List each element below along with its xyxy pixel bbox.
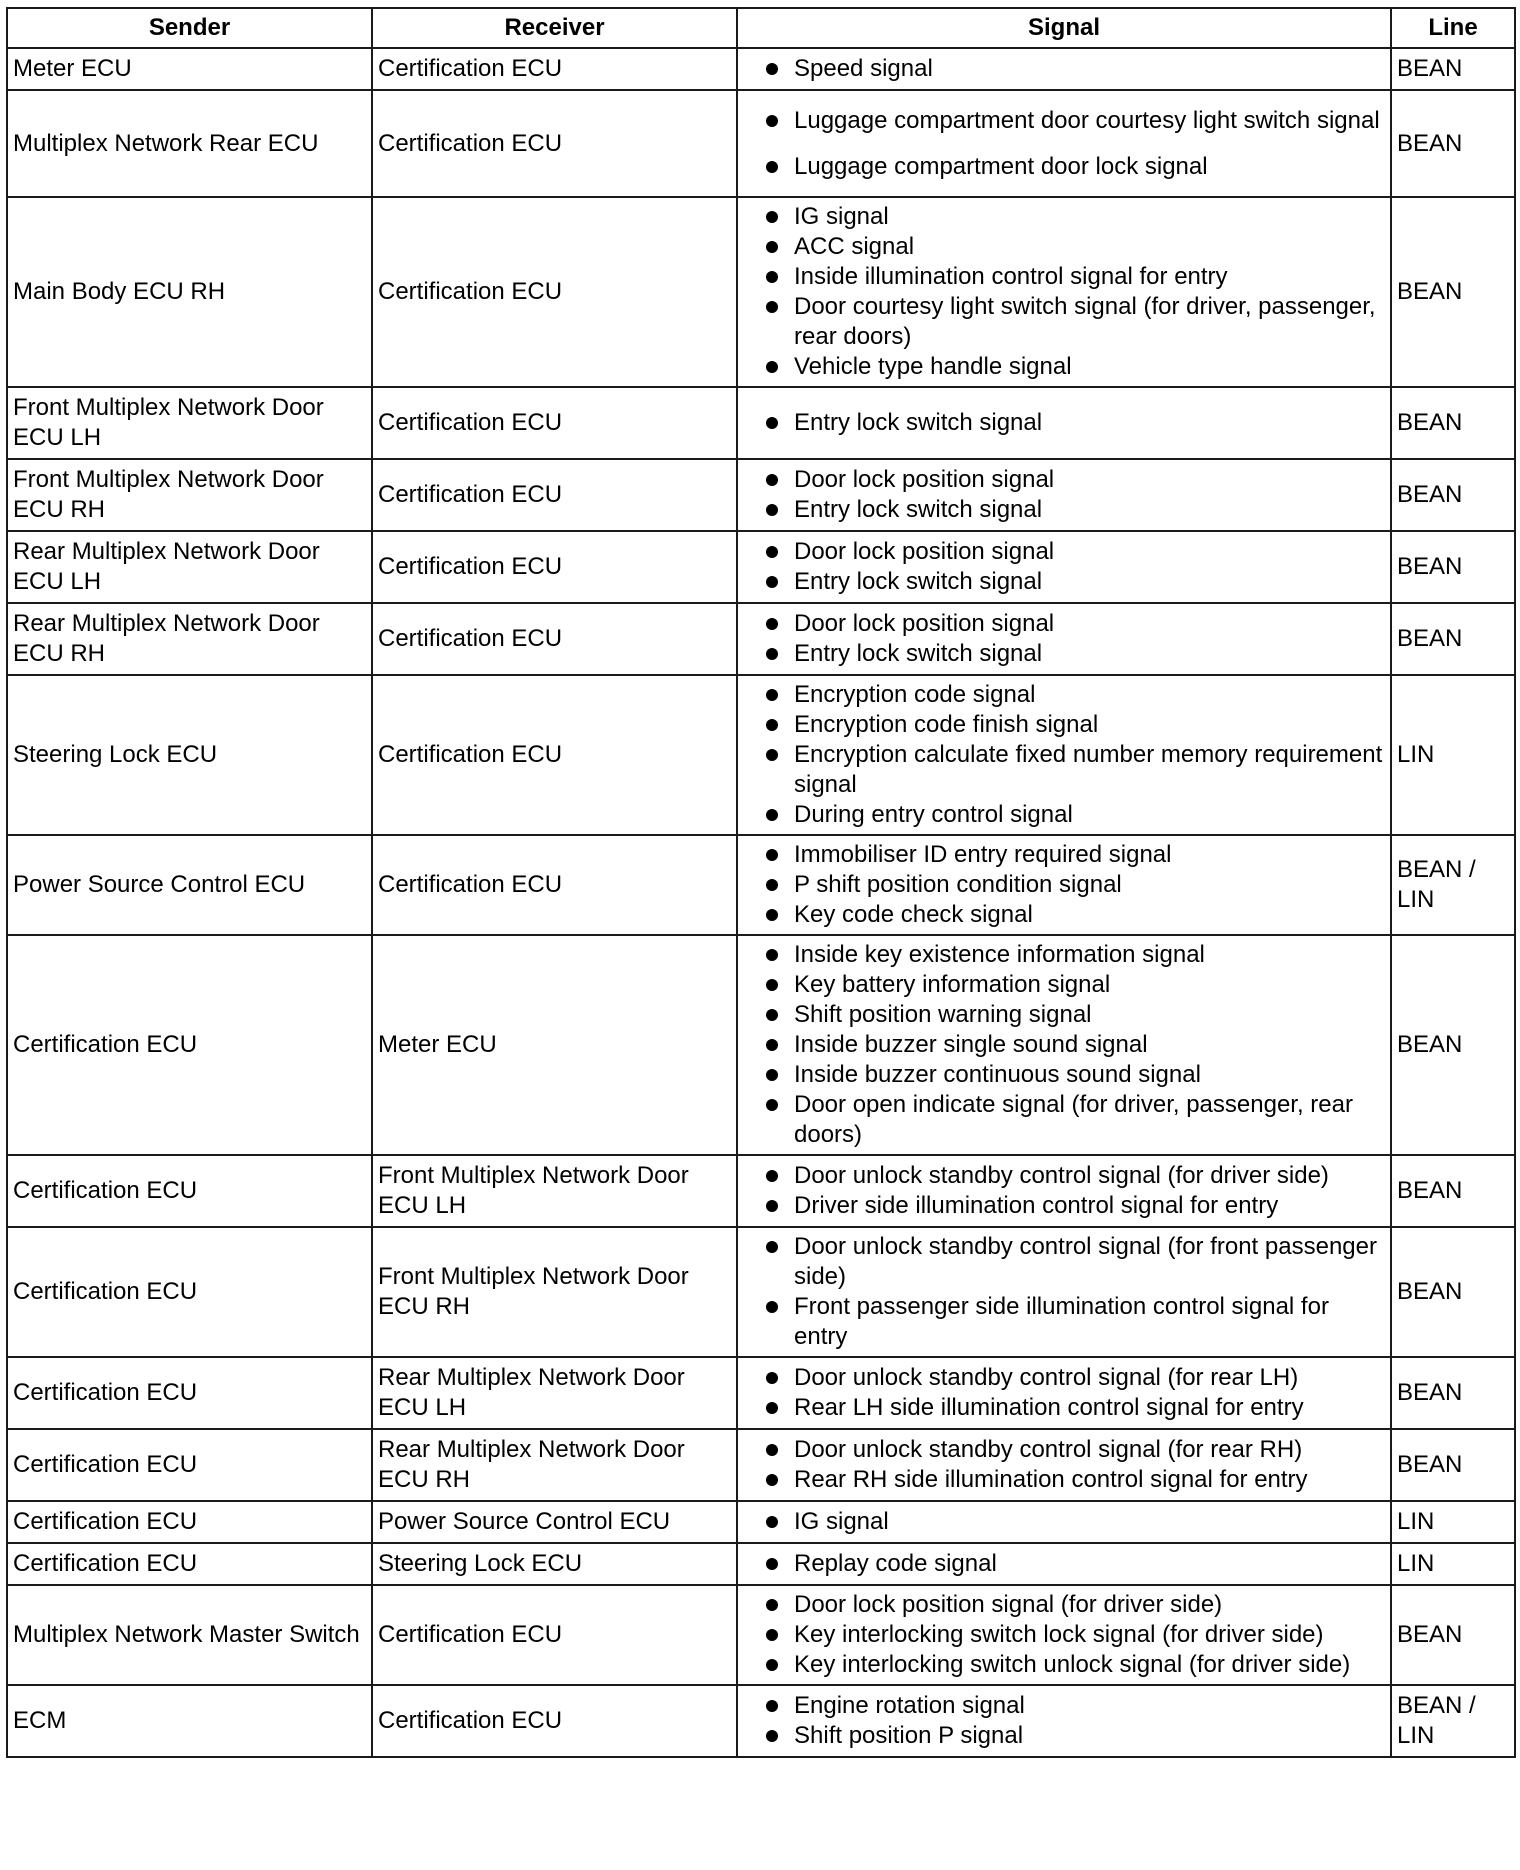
header-signal: Signal [737, 8, 1391, 48]
signal-list [766, 537, 1384, 597]
signal-list [766, 408, 1384, 438]
table-header [7, 8, 1515, 48]
table-row [7, 197, 1515, 387]
header-row [7, 8, 1515, 48]
table-row [7, 90, 1515, 197]
signal-item: Door open indicate signal (for driver, passenger, rear doors) [766, 1090, 1384, 1150]
table-row [7, 1501, 1515, 1543]
signal-cell [737, 1585, 1391, 1685]
signal-list [766, 1161, 1384, 1221]
signal-list [766, 1691, 1384, 1751]
signal-item: During entry control signal [766, 800, 1384, 830]
signal-cell [737, 1227, 1391, 1357]
receiver-cell: Certification ECU [372, 531, 737, 603]
sender-cell: Certification ECU [7, 935, 372, 1155]
line-cell: BEAN [1391, 1227, 1515, 1357]
receiver-cell: Rear Multiplex Network Door ECU RH [372, 1429, 737, 1501]
receiver-cell: Certification ECU [372, 835, 737, 935]
table-row [7, 603, 1515, 675]
signal-item: ACC signal [766, 232, 1384, 262]
signal-item: Inside buzzer single sound signal [766, 1030, 1384, 1060]
signal-item: Key battery information signal [766, 970, 1384, 1000]
signal-list [766, 1590, 1384, 1680]
table-row [7, 835, 1515, 935]
signal-list [766, 609, 1384, 669]
signal-item: Door lock position signal [766, 465, 1384, 495]
signal-item: Encryption calculate fixed number memory requirement signal [766, 740, 1384, 800]
signal-list [766, 465, 1384, 525]
signal-item: Door lock position signal [766, 537, 1384, 567]
signal-item: Door unlock standby control signal (for rear LH) [766, 1363, 1384, 1393]
signal-cell [737, 531, 1391, 603]
sender-cell: Rear Multiplex Network Door ECU LH [7, 531, 372, 603]
signal-item: Immobiliser ID entry required signal [766, 840, 1384, 870]
signal-list [766, 1363, 1384, 1423]
signal-item: Replay code signal [766, 1549, 1384, 1579]
receiver-cell: Certification ECU [372, 197, 737, 387]
signal-item: Entry lock switch signal [766, 495, 1384, 525]
table-row [7, 1357, 1515, 1429]
signal-item: Door unlock standby control signal (for front passenger side) [766, 1232, 1384, 1292]
signal-item: Encryption code signal [766, 680, 1384, 710]
signal-cell [737, 675, 1391, 835]
table-row [7, 387, 1515, 459]
communication-table-document [6, 7, 1514, 1758]
signal-item: P shift position condition signal [766, 870, 1384, 900]
table-row [7, 1429, 1515, 1501]
table-row [7, 1585, 1515, 1685]
signal-list [766, 54, 1384, 84]
sender-cell: Certification ECU [7, 1155, 372, 1227]
receiver-cell: Rear Multiplex Network Door ECU LH [372, 1357, 737, 1429]
sender-cell: Main Body ECU RH [7, 197, 372, 387]
line-cell: LIN [1391, 1543, 1515, 1585]
signal-item: Key interlocking switch lock signal (for driver side) [766, 1620, 1384, 1650]
signal-item: Engine rotation signal [766, 1691, 1384, 1721]
line-cell: BEAN [1391, 603, 1515, 675]
signal-item: IG signal [766, 1507, 1384, 1537]
signal-item: Door courtesy light switch signal (for driver, passenger, rear doors) [766, 292, 1384, 352]
signal-list [766, 106, 1384, 182]
signal-cell [737, 1543, 1391, 1585]
sender-cell: Certification ECU [7, 1543, 372, 1585]
receiver-cell: Front Multiplex Network Door ECU RH [372, 1227, 737, 1357]
signal-cell [737, 387, 1391, 459]
line-cell: BEAN / LIN [1391, 835, 1515, 935]
signal-list [766, 1549, 1384, 1579]
signal-item: Encryption code finish signal [766, 710, 1384, 740]
signal-cell [737, 1155, 1391, 1227]
sender-cell: Certification ECU [7, 1357, 372, 1429]
receiver-cell: Power Source Control ECU [372, 1501, 737, 1543]
signal-item: Door lock position signal (for driver side) [766, 1590, 1384, 1620]
signal-cell [737, 197, 1391, 387]
header-sender: Sender [7, 8, 372, 48]
line-cell: BEAN [1391, 1155, 1515, 1227]
signal-cell [737, 1429, 1391, 1501]
signal-list [766, 202, 1384, 382]
sender-cell: Certification ECU [7, 1429, 372, 1501]
table-row [7, 48, 1515, 90]
receiver-cell: Certification ECU [372, 675, 737, 835]
sender-cell: Front Multiplex Network Door ECU RH [7, 459, 372, 531]
sender-cell: Certification ECU [7, 1501, 372, 1543]
signal-item: Door lock position signal [766, 609, 1384, 639]
signal-item: Key interlocking switch unlock signal (for driver side) [766, 1650, 1384, 1680]
sender-cell: Rear Multiplex Network Door ECU RH [7, 603, 372, 675]
signal-item: Speed signal [766, 54, 1384, 84]
receiver-cell: Steering Lock ECU [372, 1543, 737, 1585]
sender-cell: Front Multiplex Network Door ECU LH [7, 387, 372, 459]
signal-cell [737, 835, 1391, 935]
line-cell: BEAN [1391, 90, 1515, 197]
signal-cell [737, 48, 1391, 90]
table-row [7, 531, 1515, 603]
table-row [7, 935, 1515, 1155]
line-cell: BEAN [1391, 1585, 1515, 1685]
signal-item: Door unlock standby control signal (for rear RH) [766, 1435, 1384, 1465]
line-cell: BEAN [1391, 1357, 1515, 1429]
sender-cell: Certification ECU [7, 1227, 372, 1357]
line-cell: BEAN [1391, 1429, 1515, 1501]
signal-item: Shift position P signal [766, 1721, 1384, 1751]
line-cell: BEAN [1391, 48, 1515, 90]
sender-cell: Meter ECU [7, 48, 372, 90]
signal-item: Inside buzzer continuous sound signal [766, 1060, 1384, 1090]
signal-item: Key code check signal [766, 900, 1384, 930]
table-row [7, 1685, 1515, 1757]
signal-item: Inside illumination control signal for entry [766, 262, 1384, 292]
signal-cell [737, 603, 1391, 675]
signal-item: IG signal [766, 202, 1384, 232]
signal-cell [737, 90, 1391, 197]
line-cell: BEAN [1391, 935, 1515, 1155]
line-cell: BEAN [1391, 197, 1515, 387]
sender-cell: Multiplex Network Rear ECU [7, 90, 372, 197]
sender-cell: Steering Lock ECU [7, 675, 372, 835]
table-row [7, 675, 1515, 835]
signal-item: Vehicle type handle signal [766, 352, 1384, 382]
table-row [7, 1227, 1515, 1357]
signal-item: Front passenger side illumination control signal for entry [766, 1292, 1384, 1352]
line-cell: BEAN [1391, 459, 1515, 531]
signal-item: Driver side illumination control signal for entry [766, 1191, 1384, 1221]
line-cell: BEAN [1391, 531, 1515, 603]
line-cell: BEAN [1391, 387, 1515, 459]
line-cell: BEAN / LIN [1391, 1685, 1515, 1757]
line-cell: LIN [1391, 1501, 1515, 1543]
signal-item: Inside key existence information signal [766, 940, 1384, 970]
receiver-cell: Front Multiplex Network Door ECU LH [372, 1155, 737, 1227]
sender-cell: Multiplex Network Master Switch [7, 1585, 372, 1685]
signal-cell [737, 1685, 1391, 1757]
receiver-cell: Certification ECU [372, 387, 737, 459]
receiver-cell: Certification ECU [372, 603, 737, 675]
line-cell: LIN [1391, 675, 1515, 835]
communication-table [6, 7, 1516, 1758]
signal-list [766, 680, 1384, 830]
receiver-cell: Certification ECU [372, 90, 737, 197]
receiver-cell: Certification ECU [372, 48, 737, 90]
signal-cell [737, 1357, 1391, 1429]
signal-item: Shift position warning signal [766, 1000, 1384, 1030]
table-row [7, 1543, 1515, 1585]
signal-item: Rear LH side illumination control signal for entry [766, 1393, 1384, 1423]
header-receiver: Receiver [372, 8, 737, 48]
signal-cell [737, 459, 1391, 531]
table-row [7, 1155, 1515, 1227]
signal-item: Luggage compartment door courtesy light switch signal [766, 106, 1384, 136]
signal-list [766, 840, 1384, 930]
table-body [7, 48, 1515, 1757]
table-row [7, 459, 1515, 531]
signal-list [766, 1232, 1384, 1352]
signal-cell [737, 935, 1391, 1155]
signal-cell [737, 1501, 1391, 1543]
receiver-cell: Certification ECU [372, 459, 737, 531]
signal-item: Door unlock standby control signal (for driver side) [766, 1161, 1384, 1191]
signal-item: Entry lock switch signal [766, 408, 1384, 438]
signal-list [766, 1507, 1384, 1537]
signal-item: Entry lock switch signal [766, 639, 1384, 669]
receiver-cell: Meter ECU [372, 935, 737, 1155]
sender-cell: Power Source Control ECU [7, 835, 372, 935]
sender-cell: ECM [7, 1685, 372, 1757]
signal-item: Entry lock switch signal [766, 567, 1384, 597]
receiver-cell: Certification ECU [372, 1685, 737, 1757]
signal-item: Rear RH side illumination control signal for entry [766, 1465, 1384, 1495]
header-line: Line [1391, 8, 1515, 48]
receiver-cell: Certification ECU [372, 1585, 737, 1685]
signal-item: Luggage compartment door lock signal [766, 152, 1384, 182]
signal-list [766, 1435, 1384, 1495]
signal-list [766, 940, 1384, 1150]
